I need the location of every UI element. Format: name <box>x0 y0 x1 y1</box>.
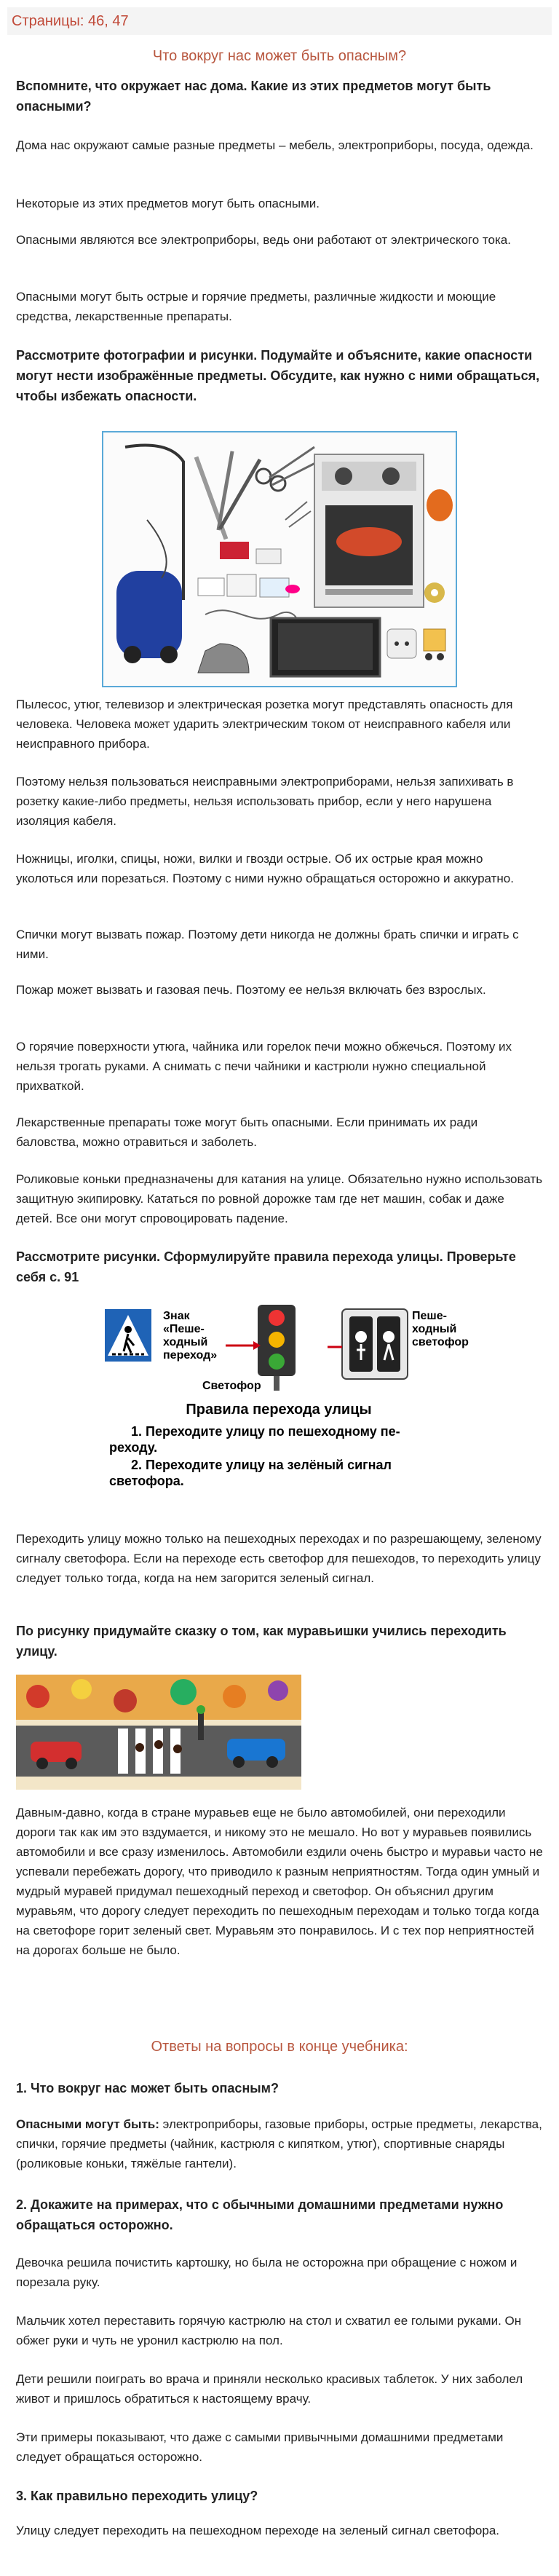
medicine-icon <box>198 574 300 597</box>
page-title: Что вокруг нас может быть опасным? <box>152 48 407 64</box>
needles-icon <box>285 502 311 527</box>
paragraph-3: Опасными являются все электроприборы, ведь они работают от электрического тока. <box>16 233 511 247</box>
paragraph-8: Спички могут вызвать пожар. Поэтому дети никогда не должны брать спички и играть с ними. <box>16 928 519 961</box>
paragraph-10: О горячие поверхности утюга, чайника или горелок печи можно обжечься. Поэтому их нельзя трогать руками. А снимать с печи чайники и кастрюли нужно специальной прихваткой. <box>16 1040 512 1093</box>
roller-skate-icon <box>424 629 445 660</box>
ped-light-label-2: ходный <box>412 1323 457 1335</box>
sign-label-line-2: «Пеше- <box>163 1323 205 1335</box>
task-3: Рассмотрите рисунки. Сформулируйте правила перехода улицы. Проверьте себя с. 91 <box>16 1249 516 1284</box>
question-2: 2. Докажите на примерах, что с обычными домашними предметами нужно обращаться осторожно. <box>16 2197 504 2232</box>
household-objects-illustration <box>103 432 456 686</box>
sign-label-line-3: ходный <box>163 1336 208 1348</box>
paragraph-5: Пылесос, утюг, телевизор и электрическая розетка могут представлять опасность для человека. Человека может ударить электрическим током от неисправного кабеля или неисправного прибора. <box>16 698 513 751</box>
answer-2-1: Девочка решила почистить картошку, но была не осторожна при обращение с ножом и порезала руку. <box>16 2256 518 2289</box>
paragraph-2: Некоторые из этих предметов могут быть опасными. <box>16 197 320 210</box>
paragraph-13: Переходить улицу можно только на пешеходных переходах и по разрешающему, зеленому сигналу светофора. Если на переходе есть светофор для пешеходов, то переходить улицу следует только тогда, когда на нем загорится зеленый сигнал. <box>16 1532 542 1585</box>
ped-light-label-3: светофор <box>412 1336 469 1348</box>
task-1: Вспомните, что окружает нас дома. Какие из этих предметов могут быть опасными? <box>16 79 491 114</box>
rule-2-line-1: 2. Переходите улицу на зелёный сигнал <box>131 1458 392 1472</box>
paragraph-1: Дома нас окружают самые разные предметы – мебель, электроприборы, посуда, одежда. <box>16 138 534 152</box>
vacuum-cleaner-icon <box>116 446 183 664</box>
sign-label-line-1: Знак <box>163 1310 190 1322</box>
paragraph-12: Роликовые коньки предназначены для катания на улице. Обязательно нужно использовать защитную экипировку. Кататься по ровной дорожке там где нет машин, собак и даже детей. Все они могут спровоцировать падение. <box>16 1172 543 1225</box>
pedestrian-light-icon <box>342 1309 408 1379</box>
question-1: 1. Что вокруг нас может быть опасным? <box>16 2081 279 2095</box>
task-2: Рассмотрите фотографии и рисунки. Подумайте и объясните, какие опасности могут нести изображённые предметы. Обсудите, как нужно с ними обращаться, чтобы избежать опасности. <box>16 348 540 403</box>
pedestrian-crossing-sign-icon <box>105 1309 151 1362</box>
ped-light-label-1: Пеше- <box>412 1310 447 1322</box>
matches-icon <box>220 542 281 564</box>
answer-2-2: Мальчик хотел переставить горячую кастрюлю на стол и схватил ее голыми руками. Он обжег руки и чуть не уронил кастрюлю на пол. <box>16 2314 522 2347</box>
television-icon <box>271 618 380 676</box>
bolts-icon <box>424 582 445 603</box>
story-paragraph: Давным-давно, когда в стране муравьев еще не было автомобилей, они переходили дороги так как им это вздумается, и никому это не мешало. Но вот у муравьев появились автомобили и все сразу изменилось. Автомобили ездили очень быстро и муравьи часто не успевали перебежать дорогу, что приводило к разным неприятностям. Тогда один умный и мудрый муравей придумал пешеходный переход и светофор. Он объяснил другим муравьям, что дорогу следует переходить по пешеходным переходам и только тогда когда на светофоре горит зеленый свет. Муравьям это понравилось. И с тех пор неприятностей на дорогах больше не было. <box>16 1806 543 1957</box>
answer-1 <box>16 2114 543 2173</box>
ants-street-illustration <box>16 1675 301 1790</box>
answer-2-3: Дети решили поиграть во врача и приняли несколько красивых таблеток. У них заболел живот и пришлось обратиться к настоящему врачу. <box>16 2372 523 2406</box>
ants-street-figure <box>16 1675 301 1790</box>
scissors-icon <box>256 447 318 491</box>
pages-label: Страницы: 46, 47 <box>7 7 552 35</box>
household-objects-figure <box>102 431 457 687</box>
kettle-icon <box>427 489 453 521</box>
rule-2-line-2: светофора. <box>109 1474 184 1488</box>
paragraph-7: Ножницы, иголки, спицы, ножи, вилки и гвозди острые. Об их острые края можно уколоться или порезаться. Поэтому с ними нужно обращаться осторожно и аккуратно. <box>16 852 514 885</box>
answer-3: Улицу следует переходить на пешеходном переходе на зеленый сигнал светофора. <box>16 2524 500 2537</box>
rules-title: Правила перехода улицы <box>186 1402 372 1418</box>
rule-1-line-1: 1. Переходите улицу по пешеходному пе- <box>131 1424 400 1439</box>
road-rules-illustration <box>102 1302 469 1504</box>
paragraph-6: Поэтому нельзя пользоваться неисправными электроприборами, нельзя запихивать в розетку какие-либо предметы, нельзя использовать прибор, если у него нарушена изоляция кабеля. <box>16 775 514 828</box>
task-4: По рисунку придумайте сказку о том, как муравьишки учились переходить улицу. <box>16 1624 507 1659</box>
road-rules-figure <box>102 1302 469 1504</box>
traffic-light-label: Светофор <box>202 1380 261 1392</box>
answer-1-text: электроприборы, газовые приборы, острые предметы, лекарства, спички, горячие предметы (чайник, кастрюля с кипятком, утюг), спортивные снаряды (роликовые коньки, тяжёлые гантели). <box>16 2117 542 2170</box>
socket-icon <box>387 629 416 658</box>
answers-title: Ответы на вопросы в конце учебника: <box>151 2039 408 2055</box>
answer-1-bold: Опасными могут быть: <box>16 2117 159 2131</box>
traffic-light-icon <box>258 1305 296 1391</box>
sign-label-line-4: переход» <box>163 1349 218 1362</box>
traffic-light-pole-icon <box>198 1711 204 1740</box>
iron-icon <box>198 644 249 673</box>
cutlery-icon <box>194 451 262 540</box>
gas-stove-icon <box>314 454 424 607</box>
rule-1-line-2: реходу. <box>109 1440 158 1455</box>
question-3: 3. Как правильно переходить улицу? <box>16 2489 258 2503</box>
flowers-icon <box>16 1675 301 1720</box>
paragraph-9: Пожар может вызвать и газовая печь. Поэтому ее нельзя включать без взрослых. <box>16 983 486 997</box>
answer-2-4: Эти примеры показывают, что даже с самыми привычными домашними предметами следует обращаться осторожно. <box>16 2430 504 2464</box>
paragraph-11: Лекарственные препараты тоже могут быть опасными. Если принимать их ради баловства, можно отравиться и заболеть. <box>16 1115 478 1149</box>
green-light-icon <box>197 1705 205 1714</box>
paragraph-4: Опасными могут быть острые и горячие предметы, различные жидкости и моющие средства, лекарственные препараты. <box>16 290 496 323</box>
